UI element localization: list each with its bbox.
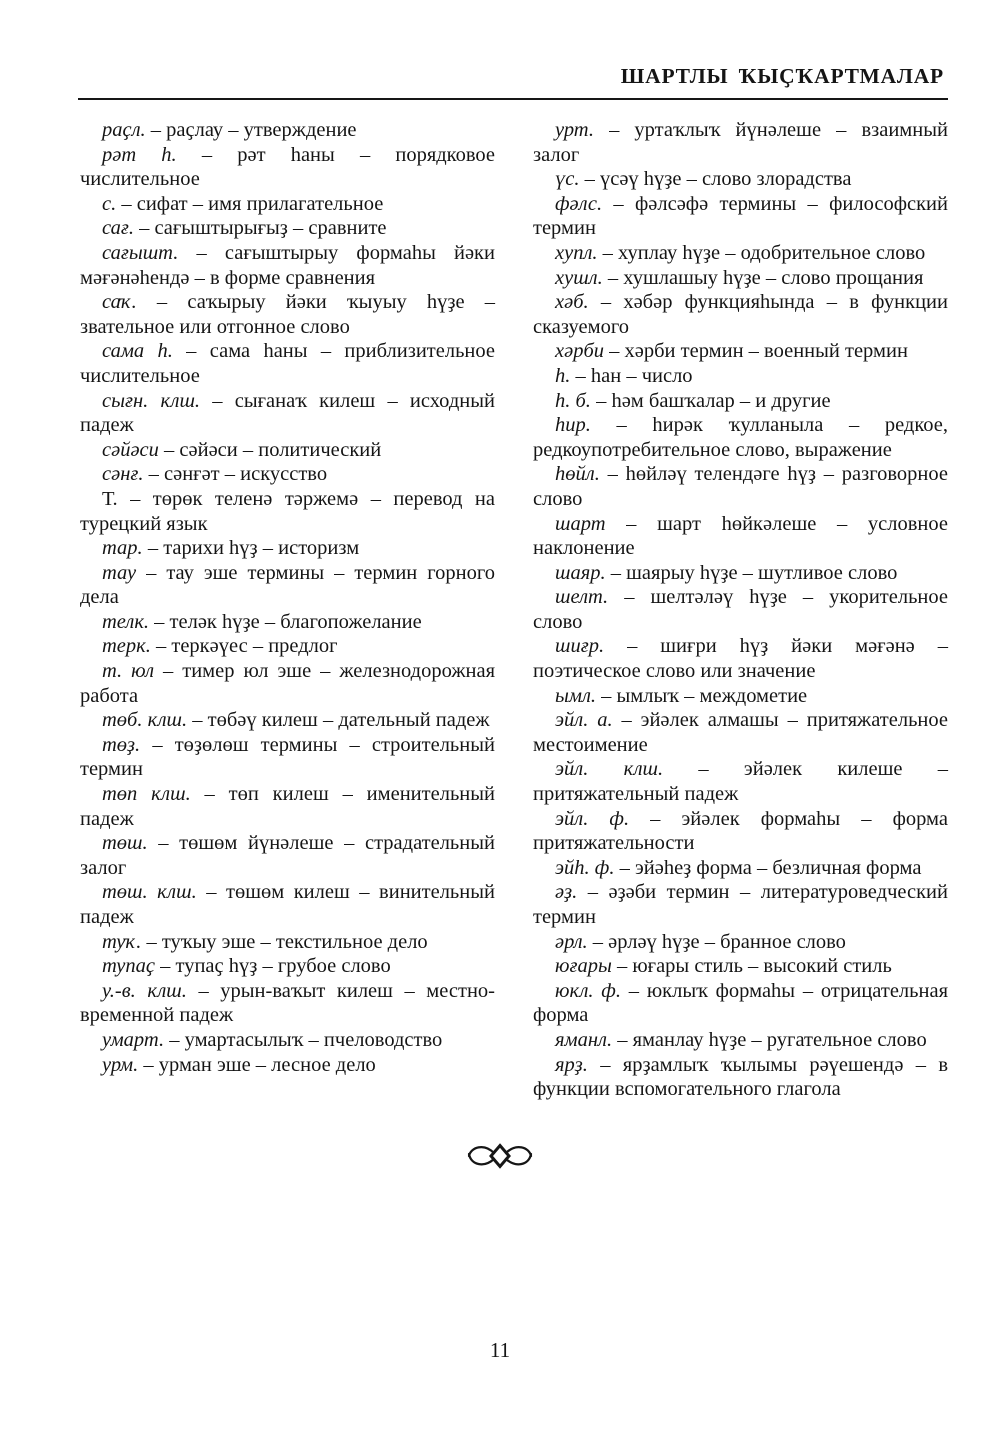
abbreviation-definition: – тау эше термины – термин горного дела: [80, 561, 495, 609]
abbreviation-definition: – урын-ваҡыт килеш – местно-временной падеж: [80, 979, 495, 1027]
abbreviation-definition: – төп килеш – именительный падеж: [80, 783, 496, 830]
abbreviation-term: үс.: [555, 168, 580, 191]
abbreviation-term: раҫл.: [102, 119, 146, 141]
abbreviation-term: эйһ. ф.: [555, 856, 615, 879]
abbreviation-term: һөйл.: [555, 463, 600, 486]
abbreviation-term: төп клш.: [102, 783, 191, 806]
abbreviation-entry: [80, 610, 495, 635]
header-rule: [78, 98, 948, 100]
abbreviation-entry: [533, 979, 948, 1028]
abbreviation-entry: [533, 413, 948, 462]
abbreviation-definition: – төшөм килеш – винительный падеж: [80, 881, 495, 928]
abbreviation-entry: [80, 290, 495, 339]
abbreviation-term: тар.: [102, 537, 143, 560]
abbreviation-definition: – яманлау һүҙе – ругательное слово: [612, 1028, 927, 1051]
abbreviation-term: урт.: [555, 119, 594, 141]
abbreviation-term: шиғр.: [555, 635, 605, 658]
abbreviation-term: сәйәси: [102, 438, 159, 461]
abbreviation-term: туҡ.: [102, 930, 142, 953]
abbreviation-term: ярҙ.: [555, 1053, 588, 1076]
abbreviation-term: шарт: [555, 512, 606, 535]
abbreviation-term: у.-в. клш.: [102, 979, 187, 1002]
abbreviation-entry: [80, 1028, 495, 1053]
abbreviation-term: хушл.: [555, 266, 603, 289]
abbreviation-definition: – эйәлек формаһы – форма притяжательности: [533, 807, 948, 855]
abbreviation-term: тупаҫ: [102, 955, 155, 978]
abbreviation-entry: [533, 856, 948, 881]
abbreviation-definition: – ымлыҡ – междометие: [596, 684, 808, 707]
abbreviation-entry: [80, 1053, 495, 1078]
abbreviation-definition: – хушлашыу һүҙе – слово прощания: [602, 266, 924, 289]
abbreviation-definition: – сығанаҡ килеш – исходный падеж: [80, 389, 495, 437]
abbreviation-definition: – раҫлау – утверждение: [145, 119, 357, 141]
abbreviation-definition: – сәнғәт – искусство: [143, 463, 328, 486]
abbreviation-entry: [533, 708, 948, 757]
abbreviation-definition: – туҡыу эше – текстильное дело: [141, 930, 428, 953]
abbreviation-term: һир.: [555, 414, 591, 437]
abbreviation-entry: [533, 930, 948, 955]
abbreviation-term: әҙ.: [555, 881, 578, 904]
abbreviation-entry: [533, 364, 948, 389]
abbreviation-term: хәб.: [555, 291, 589, 314]
abbreviation-definition: – төшөм йүнәлеше – страдательный залог: [80, 832, 495, 879]
abbreviation-term: хупл.: [555, 241, 598, 264]
abbreviation-definition: – хәбәр функцияһында – в функции сказуемого: [533, 291, 948, 338]
abbreviation-definition: – умартасылыҡ – пчеловодство: [164, 1028, 443, 1051]
abbreviation-definition: – әҙәби термин – литературоведческий термин: [533, 881, 948, 928]
abbreviation-entry: [533, 167, 948, 192]
abbreviation-definition: – эйәлек алмашы – притяжательное местоимение: [533, 709, 948, 756]
abbreviation-entry: [533, 118, 948, 167]
page-header-title: ШАРТЛЫ ҠЫҪҠАРТМАЛАР: [620, 64, 944, 88]
abbreviation-term: сама һ.: [102, 340, 173, 363]
abbreviation-term: терк.: [102, 635, 151, 658]
abbreviation-definition: – шиғри һүҙ йәки мәғәнә – поэтическое слово или значение: [533, 635, 948, 683]
abbreviation-definition: – урман эше – лесное дело: [138, 1053, 376, 1076]
abbreviation-entry: [80, 782, 495, 831]
abbreviation-entry: [533, 290, 948, 339]
abbreviation-entry: [533, 807, 948, 856]
abbreviation-term: эйл. ф.: [555, 807, 630, 830]
abbreviation-definition: – һирәк ҡулланыла – редкое, редкоупотребительное слово, выражение: [533, 414, 948, 461]
left-column: [80, 118, 495, 1102]
abbreviation-definition: – рәт һаны – порядковое числительное: [80, 143, 495, 191]
abbreviation-term: умарт.: [102, 1028, 165, 1051]
abbreviation-term: төб. клш.: [102, 709, 188, 732]
abbreviation-definition: – төҙөлөш термины – строительный термин: [80, 733, 495, 781]
abbreviation-definition: – төбәү килеш – дательный падеж: [187, 709, 490, 732]
abbreviation-definition: – һәм башҡалар – и другие: [590, 389, 831, 412]
abbreviation-entry: [533, 757, 948, 806]
abbreviation-definition: – шелтәләү һүҙе – укорительное слово: [533, 586, 948, 633]
abbreviation-term: урм.: [102, 1053, 139, 1076]
abbreviation-term: шелт.: [555, 586, 609, 609]
abbreviation-term: фәлс.: [555, 192, 603, 215]
abbreviation-entry: [533, 241, 948, 266]
abbreviation-entry: [80, 880, 495, 929]
abbreviation-definition: – теләк һүҙе – благопожелание: [149, 610, 422, 633]
abbreviation-term: сәнғ.: [102, 463, 144, 486]
abbreviation-entry: [80, 487, 495, 536]
abbreviation-entry: [533, 561, 948, 586]
abbreviation-entry: [80, 708, 495, 733]
abbreviation-term: шаяр.: [555, 561, 606, 584]
abbreviation-definition: – шаярыу һүҙе – шутливое слово: [605, 561, 898, 584]
abbreviation-entry: [80, 389, 495, 438]
abbreviation-entry: [533, 192, 948, 241]
abbreviation-definition: – үсәү һүҙе – слово злорадства: [579, 168, 852, 191]
page-number: 11: [489, 1338, 511, 1362]
abbreviation-entry: [533, 585, 948, 634]
abbreviation-entry: [80, 954, 495, 979]
abbreviation-entry: [80, 192, 495, 217]
abbreviation-entry: [533, 684, 948, 709]
abbreviation-entry: [533, 954, 948, 979]
abbreviation-definition: – теркәүес – предлог: [150, 635, 338, 658]
abbreviation-entry: [80, 216, 495, 241]
abbreviation-definition: – әрләү һүҙе – бранное слово: [587, 930, 846, 953]
abbreviation-definition: – сама һаны – приблизительное числительное: [80, 340, 496, 387]
abbreviation-term: сағышт.: [102, 241, 179, 264]
abbreviation-definition: – юклыҡ формаһы – отрицательная форма: [533, 979, 948, 1027]
abbreviation-definition: – сағыштырығыҙ – сравните: [133, 217, 387, 240]
abbreviation-entry: [80, 831, 495, 880]
abbreviation-entry: [533, 634, 948, 683]
abbreviation-term: әрл.: [555, 930, 588, 953]
abbreviation-entry: [533, 880, 948, 929]
abbreviation-term: төш. клш.: [102, 881, 197, 904]
abbreviation-term: эйл. клш.: [555, 758, 664, 781]
abbreviation-definition: – эйәлек килеше – притяжательный падеж: [533, 758, 948, 806]
abbreviation-entry: [80, 462, 495, 487]
abbreviation-entry: [80, 438, 495, 463]
abbreviation-definition: – хәрби термин – военный термин: [604, 340, 908, 363]
abbreviation-definition: – шарт һөйкәлеше – условное наклонение: [533, 512, 948, 560]
abbreviation-term: төҙ.: [102, 733, 141, 756]
abbreviation-entry: [533, 266, 948, 291]
abbreviation-definition: – сәйәси – политический: [158, 438, 382, 461]
abbreviation-term: саҡ.: [102, 291, 137, 314]
abbreviation-term: телк.: [102, 610, 150, 633]
abbreviation-entry: [80, 143, 495, 192]
abbreviation-term: яманл.: [555, 1028, 613, 1051]
abbreviation-term: Т.: [102, 487, 118, 510]
abbreviation-term: һ. б.: [555, 389, 591, 412]
divider-ornament: [0, 1142, 1000, 1175]
abbreviation-definition: – фәлсәфә термины – философский термин: [533, 192, 948, 240]
abbreviation-entry: [80, 659, 495, 708]
abbreviation-term: с.: [102, 192, 117, 215]
abbreviation-definition: – уртаҡлыҡ йүнәлеше – взаимный залог: [533, 119, 948, 166]
abbreviation-definition: – хуплау һүҙе – одобрительное слово: [597, 241, 926, 264]
abbreviation-entry: [80, 561, 495, 610]
abbreviation-definition: – тупаҫ һүҙ – грубое слово: [155, 955, 391, 978]
abbreviation-term: рәт һ.: [102, 143, 177, 166]
abbreviation-entry: [80, 733, 495, 782]
abbreviation-term: юкл. ф.: [555, 979, 621, 1002]
abbreviation-definition: – сағыштырыу формаһы йәки мәғәнәһендә – в форме сравнения: [80, 241, 495, 289]
abbreviation-definition: – һөйләү телендәге һүҙ – разговорное слово: [533, 463, 948, 510]
right-column: [533, 118, 948, 1102]
abbreviation-term: ымл.: [555, 684, 597, 707]
abbreviation-definition: – тимер юл эше – железнодорожная работа: [80, 660, 495, 707]
abbreviation-term: сағ.: [102, 217, 134, 240]
abbreviation-term: тау: [102, 561, 137, 584]
abbreviation-entry: [533, 1028, 948, 1053]
abbreviation-definition: – ярҙамлыҡ ҡылымы рәүешендә – в функции вспомогательного глагола: [533, 1053, 948, 1101]
abbreviation-definition: – һан – число: [570, 364, 693, 387]
abbreviation-entry: [533, 462, 948, 511]
abbreviation-entry: [80, 339, 495, 388]
abbreviation-term: т. юл: [102, 660, 155, 683]
abbreviation-entry: [80, 930, 495, 955]
abbreviations-list: [80, 118, 948, 1102]
abbreviation-term: хәрби: [555, 340, 605, 363]
abbreviation-entry: [533, 512, 948, 561]
abbreviation-entry: [80, 241, 495, 290]
abbreviation-definition: – эйәһеҙ форма – безличная форма: [614, 856, 922, 879]
abbreviation-definition: – юғары стиль – высокий стиль: [611, 955, 892, 978]
divider-flourish-icon: [467, 1142, 533, 1170]
abbreviation-entry: [533, 339, 948, 364]
abbreviation-definition: – саҡырыу йәки ҡыуыу һүҙе – звательное или отгонное слово: [80, 291, 495, 338]
abbreviation-entry: [80, 536, 495, 561]
abbreviation-entry: [533, 1053, 948, 1102]
abbreviation-definition: – төрөк теленә тәржемә – перевод на турецкий язык: [80, 487, 495, 535]
abbreviation-term: юғары: [555, 955, 612, 978]
abbreviation-term: төш.: [102, 832, 148, 855]
abbreviation-definition: – сифат – имя прилагательное: [116, 192, 384, 215]
abbreviation-entry: [80, 118, 495, 143]
abbreviation-term: эйл. а.: [555, 709, 613, 732]
abbreviation-term: һ.: [555, 364, 571, 387]
abbreviation-entry: [80, 979, 495, 1028]
abbreviation-definition: – тарихи һүҙ – историзм: [142, 537, 360, 560]
abbreviation-term: сығн. клш.: [102, 389, 201, 412]
abbreviation-entry: [533, 389, 948, 414]
abbreviation-entry: [80, 634, 495, 659]
